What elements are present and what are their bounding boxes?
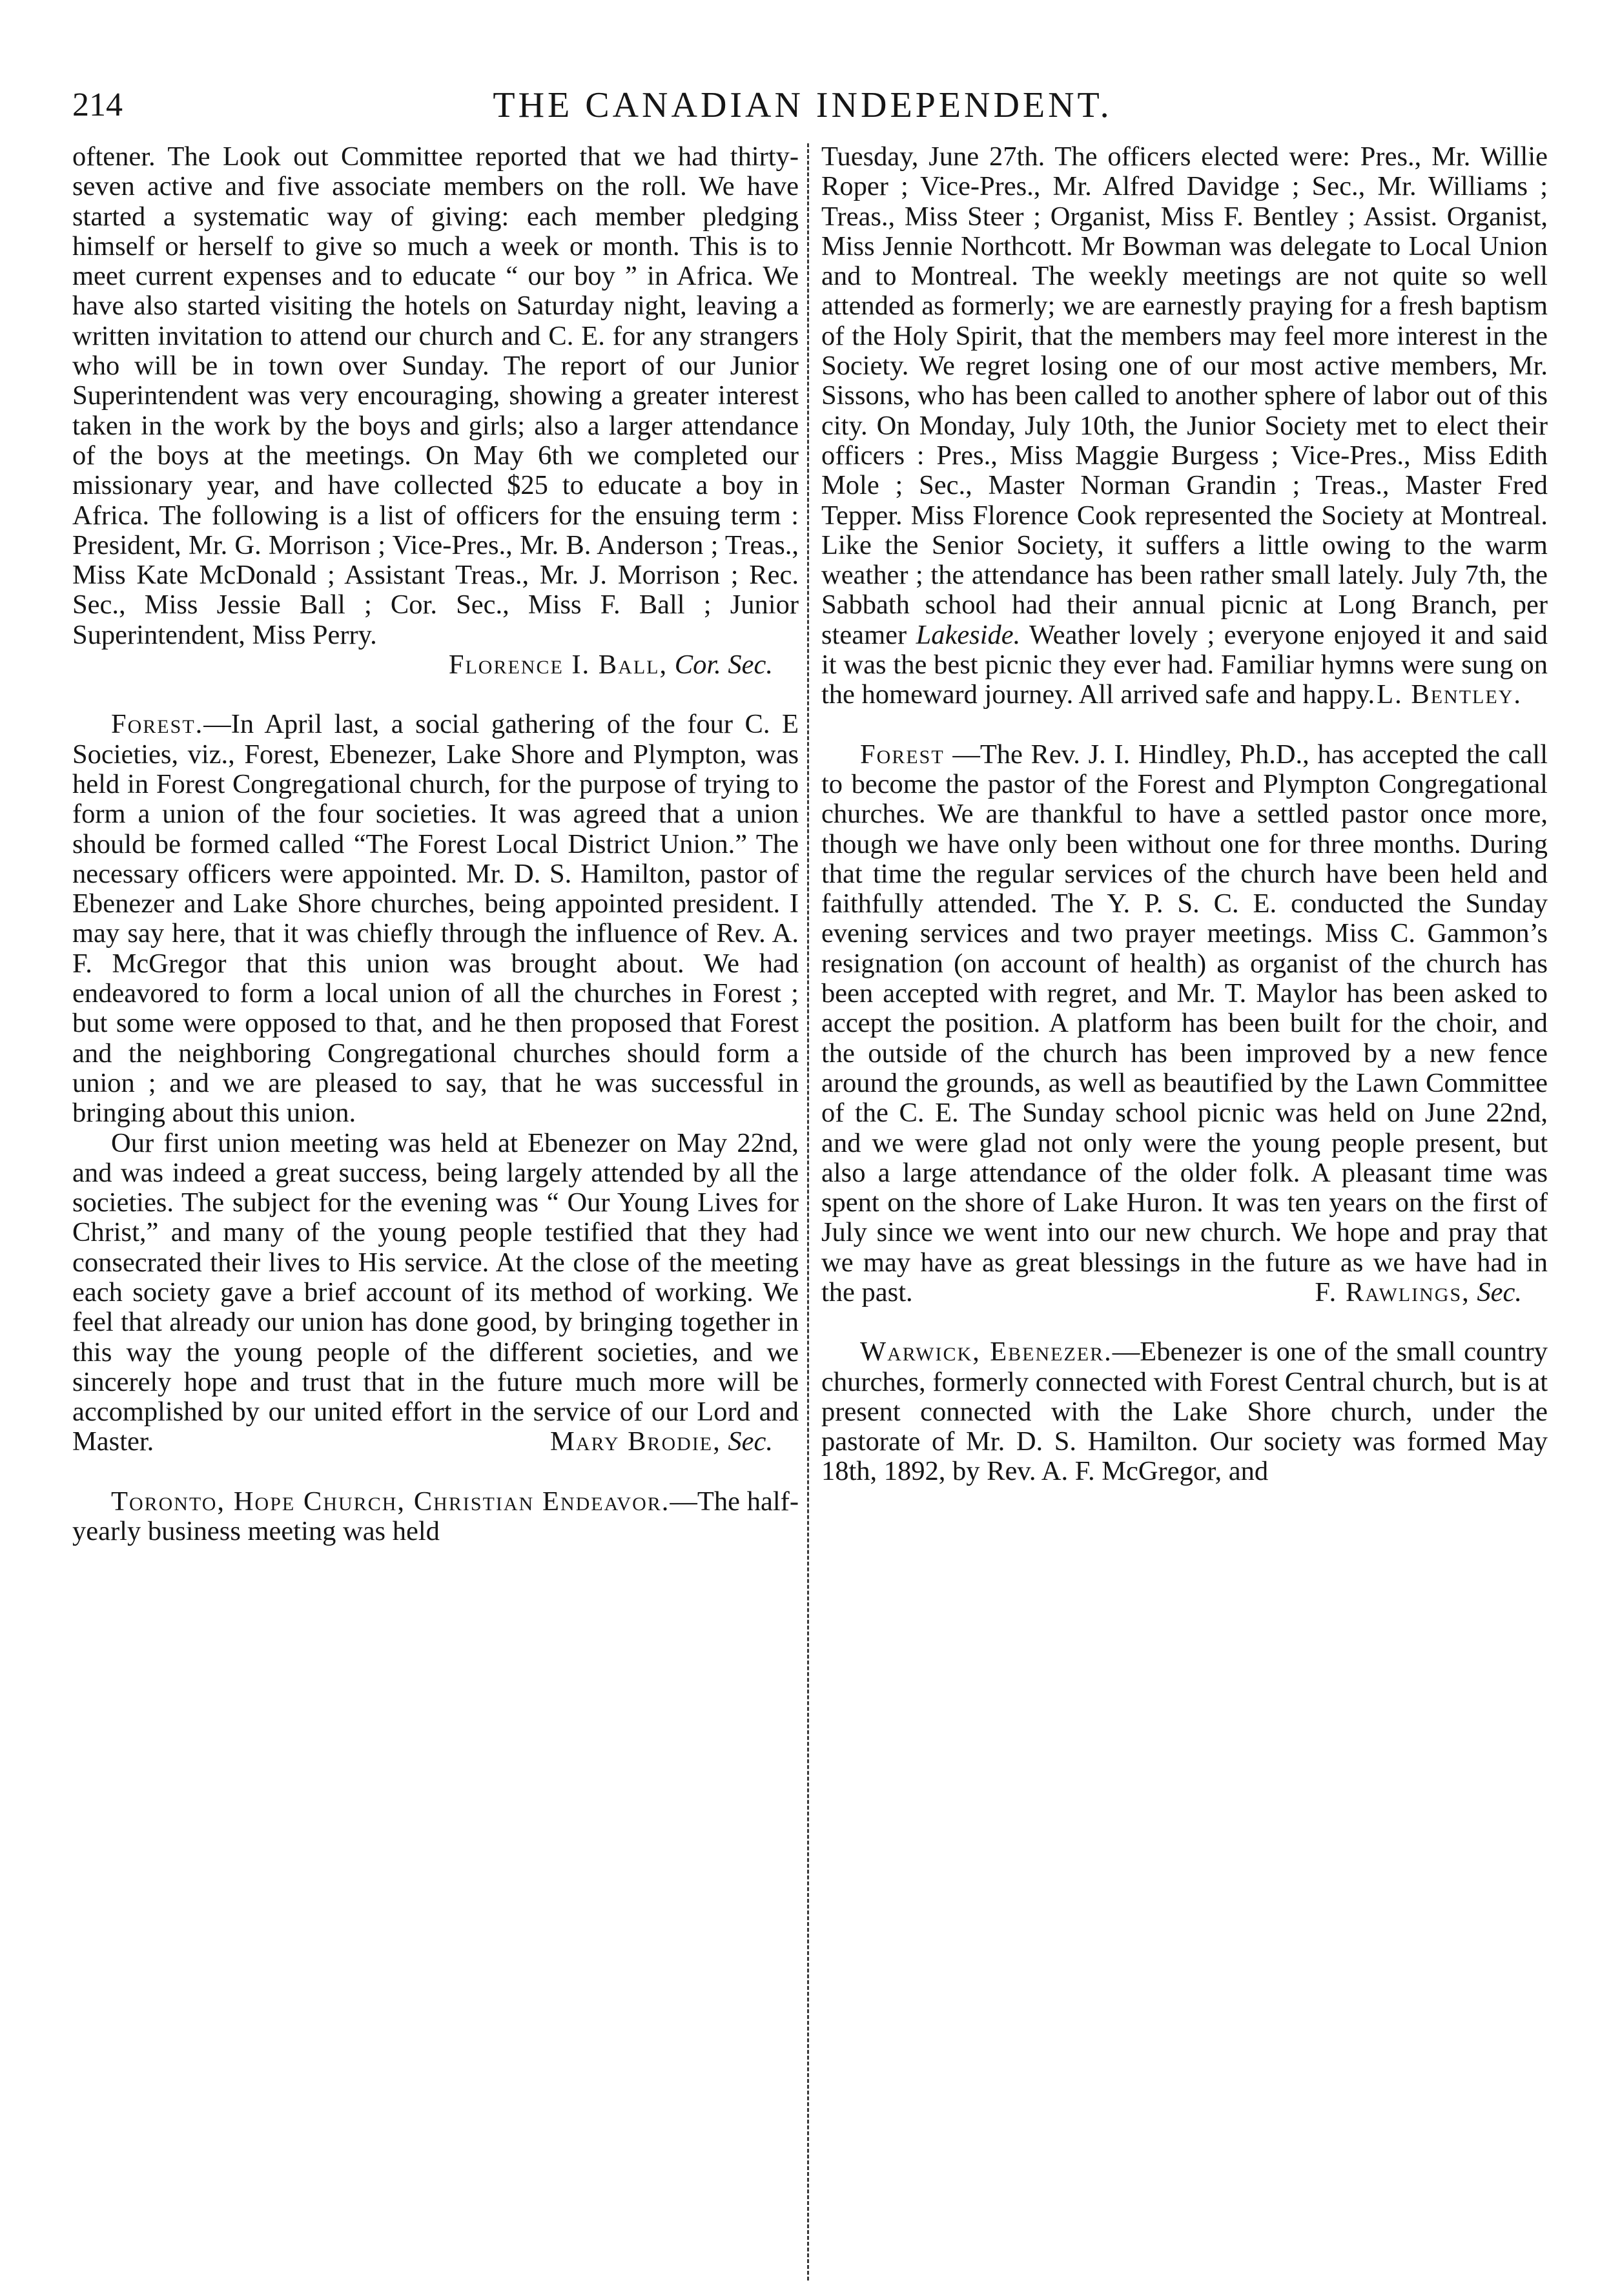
signature <box>72 650 799 680</box>
section-heading: Warwick, Ebenezer. <box>860 1337 1113 1368</box>
paragraph <box>821 1337 1548 1486</box>
paragraph-text: Tuesday, June 27th. The officers elected were: Pres., Mr. Willie Roper ; Vice-Pres., Mr. Alfred Davidge ; Sec., Mr. Williams ; Treas., Miss Steer ; Organist, Miss F. Bentley ; Assist. Organist, Miss Jennie Northcott. Mr Bowman was delegate to Local Union and to Montreal. The weekly meetings are not quite so well attended as formerly; we are earnestly praying for a fresh baptism of the Holy Spirit, that the members may feel more interest in the Society. We regret losing one of our most active members, Mr. Sissons, who has been called to another sphere of labor out of this city. On Monday, July 10th, the Junior Society met to elect their officers : Pres., Miss Maggie Burgess ; Vice-Pres., Miss Edith Mole ; Sec., Master Norman Grandin ; Treas., Master Fred Tepper. Miss Florence Cook represented the Society at Montreal. Like the Senior Society, it suffers a little owing to the warm weather ; the attendance has been rather small lately. July 7th, the Sabbath school had their annual picnic at Long Branch, per steamer <box>821 141 1548 650</box>
paragraph-text: —Ebenezer is one of the small country churches, formerly connected with Forest Central church, but is at present connected with the Lake Shore church, under the pastorate of Mr. D. S. Hamilton. Our society was formed May 18th, 1892, by Rev. A. F. McGregor, and <box>821 1337 1548 1487</box>
section-gap <box>72 1457 799 1487</box>
paragraph-text: —In April last, a social gathering of the four C. E Societies, viz., Forest, Ebenezer, Lake Shore and Plympton, was held in Forest Congregational church, for the purpose of trying to form a union of the four societies. It was agreed that a union should be formed called “The Forest Local District Union.” The necessary officers were appointed. Mr. D. S. Hamilton, pastor of Ebenezer and Lake Shore churches, being appointed president. I may say here, that it was chiefly through the influence of Rev. A. F. McGregor that this union was brought about. We had endeavored to form a local union of all the churches in Forest ; but some were opposed to that, and he then proposed that Forest and the neighboring Congregational churches should form a union ; and we are pleased to say, that he was successful in bringing about this union. <box>72 709 799 1129</box>
signature-name: L. Bentley. <box>1377 679 1522 710</box>
signature-name: F. Rawlings, <box>1315 1276 1470 1307</box>
signature <box>1276 1278 1548 1307</box>
signature <box>511 1427 799 1457</box>
paragraph <box>72 1487 799 1547</box>
section-heading: Toronto, Hope Church, Christian Endeavor. <box>111 1486 670 1517</box>
page-number: 214 <box>72 87 123 123</box>
paragraph-text: —The Rev. J. I. Hindley, Ph.D., has accepted the call to become the pastor of the Forest and Plympton Congregational churches. We are thankful to have a settled pastor once more, though we have only been without one for three months. During that time the regular services of the church have been held and faithfully attended. The Y. P. S. C. E. conducted the Sunday evening services and two prayer meetings. Miss C. Gammon’s resignation (on account of health) as organist of the church has been accepted with regret, and Mr. T. Maylor has been asked to accept the position. A platform has been built for the choir, and the outside of the church has been improved by a new fence around the grounds, as well as beautified by the Lawn Committee of the C. E. The Sunday school picnic was held on June 22nd, and we were glad not only were the young people present, but also a large attendance of the older folk. A pleasant time was spent on the shore of Lake Huron. It was ten years on the first of July since we went into our new church. We hope and pray that we may have as great blessings in the future as we have had in the past. <box>821 739 1548 1307</box>
signature-name: Florence I. Ball, <box>448 650 668 681</box>
signature-role: Cor. Sec. <box>674 650 773 681</box>
running-title: THE CANADIAN INDEPENDENT. <box>493 85 1113 125</box>
page-header <box>72 83 1533 128</box>
paragraph <box>821 740 1548 1308</box>
paragraph-text: Weather lovely ; everyone enjoyed it and said it was the best picnic they ever had. Familiar hymns were sung on the homeward journey. All arrived safe and happy. <box>821 619 1548 710</box>
left-column <box>72 142 799 1546</box>
section-gap <box>72 680 799 710</box>
signature-role: Sec. <box>728 1426 773 1457</box>
paragraph <box>821 142 1548 710</box>
right-column <box>821 142 1548 1487</box>
section-gap <box>821 1307 1548 1337</box>
paragraph: oftener. The Look out Committee reported that we had thirty-seven active and five associate members on the roll. We have started a systematic way of giving: each member pledging himself or herself to give so much a week or month. This is to meet current expenses and to educate “ our boy ” in Africa. We have also started visiting the hotels on Saturday night, leaving a written invitation to attend our church and C. E. for any strangers who will be in town over Sunday. The report of our Junior Superintendent was very encouraging, showing a greater interest taken in the work by the boys and girls; also a larger attendance of the boys at the meetings. On May 6th we completed our missionary year, and have collected $25 to educate a boy in Africa. The following is a list of officers for the ensuing term : President, Mr. G. Morrison ; Vice-Pres., Mr. B. Anderson ; Treas., Miss Kate McDonald ; Assistant Treas., Mr. J. Morrison ; Rec. Sec., Miss Jessie Ball ; Cor. Sec., Miss F. Ball ; Junior Superintendent, Miss Perry. <box>72 141 799 650</box>
steamer-name: Lakeside. <box>916 619 1021 650</box>
paragraph-text: Our first union meeting was held at Ebenezer on May 22nd, and was indeed a great success, being largely attended by all the societies. The subject for the evening was “ Our Young Lives for Christ,” and many of the young people testified that they had consecrated their lives to His service. At the close of the meeting each society gave a brief account of its method of working. We feel that already our union has done good, by bringing together in this way the young people of the different societies, and we sincerely hope and trust that in the future much more will be accomplished by our united effort in the service of our Lord and Master. <box>72 1127 799 1457</box>
paragraph <box>72 1129 799 1457</box>
paragraph-text: —The half-yearly business meeting was held <box>72 1486 799 1547</box>
signature-name: Mary Brodie, <box>550 1426 721 1457</box>
section-heading: Forest <box>860 739 945 770</box>
signature-role: Sec. <box>1477 1276 1522 1307</box>
paragraph <box>72 710 799 1128</box>
column-divider <box>807 143 809 2281</box>
section-heading: Forest. <box>111 709 204 740</box>
section-gap <box>821 710 1548 740</box>
